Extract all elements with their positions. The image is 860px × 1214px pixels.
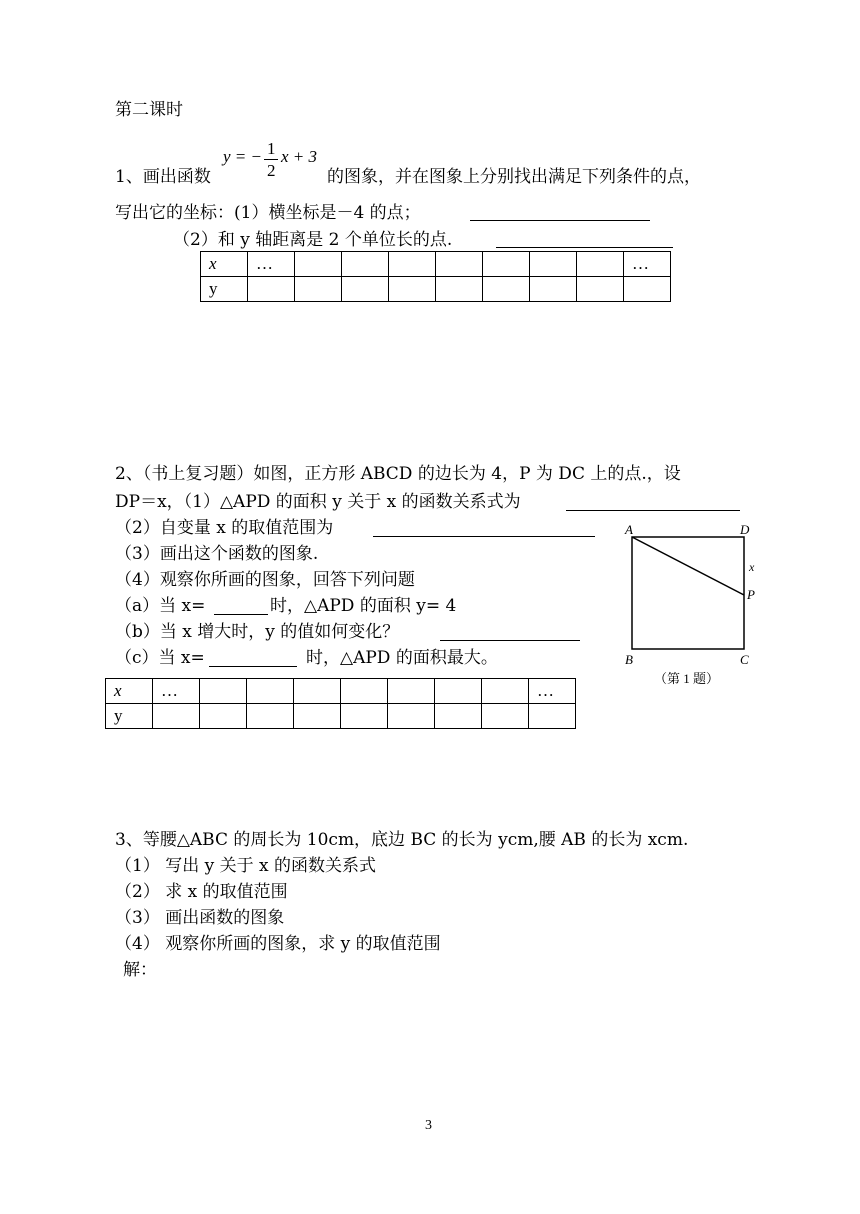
q2-line2: DP＝x，（1）△APD 的面积 y 关于 x 的函数关系式为 <box>115 492 521 512</box>
q2-subc-end: 时，△APD 的面积最大。 <box>306 648 498 668</box>
table-cell[interactable] <box>341 679 388 704</box>
row-x-label: x <box>106 679 153 704</box>
table-cell[interactable] <box>530 277 577 302</box>
q2-suba-end: 时，△APD 的面积 y= 4 <box>270 596 457 616</box>
q3-item-1: （1） 写出 y 关于 x 的函数关系式 <box>115 856 377 876</box>
table-cell[interactable] <box>482 704 529 729</box>
row-y-label: y <box>201 277 248 302</box>
table-cell-last[interactable]: … <box>529 679 576 704</box>
q2-subc-start: （c）当 x= <box>115 648 205 668</box>
q2-sub2: （2）自变量 x 的取值范围为 <box>115 518 334 538</box>
page-number: 3 <box>425 1118 432 1133</box>
vertex-label-c: C <box>740 652 749 667</box>
q1-value-table <box>200 251 671 302</box>
q3-item-3: （3） 画出函数的图象 <box>115 908 285 928</box>
table-cell[interactable] <box>342 277 389 302</box>
table-cell[interactable] <box>388 679 435 704</box>
q2-sub4: （4）观察你所画的图象，回答下列问题 <box>115 570 415 590</box>
table-cell[interactable] <box>341 704 388 729</box>
table-cell[interactable] <box>435 679 482 704</box>
table-cell[interactable] <box>248 277 295 302</box>
formula-rhs: x + 3 <box>281 147 318 166</box>
table-cell[interactable] <box>389 252 436 277</box>
q3-item-4: （4） 观察你所画的图象，求 y 的取值范围 <box>115 934 441 954</box>
q1-answer-blank-1[interactable] <box>470 220 650 221</box>
formula-denominator: 2 <box>267 161 276 180</box>
table-cell[interactable] <box>529 704 576 729</box>
q2-suba-start: （a）当 x= <box>115 596 206 616</box>
q2-sub3: （3）画出这个函数的图象. <box>115 544 319 564</box>
table-cell[interactable] <box>342 252 389 277</box>
table-cell[interactable] <box>389 277 436 302</box>
row-x-label: x <box>201 252 248 277</box>
q2-answer-blank-b[interactable] <box>440 640 580 641</box>
point-label-p: P <box>747 587 755 602</box>
q3-item-2: （2） 求 x 的取值范围 <box>115 882 288 902</box>
table-cell[interactable] <box>530 252 577 277</box>
table-cell[interactable] <box>483 252 530 277</box>
q2-answer-blank-a[interactable] <box>214 614 268 615</box>
table-cell-first[interactable]: … <box>153 679 200 704</box>
table-cell[interactable] <box>577 277 624 302</box>
table-cell[interactable] <box>294 679 341 704</box>
q1-line2: 写出它的坐标：(1）横坐标是－4 的点； <box>115 203 421 223</box>
lesson-title: 第二课时 <box>115 100 183 120</box>
table-cell[interactable] <box>436 277 483 302</box>
vertex-label-d: D <box>740 522 750 537</box>
table-cell[interactable] <box>482 679 529 704</box>
vertex-label-b: B <box>625 652 633 667</box>
row-y-label: y <box>106 704 153 729</box>
table-cell[interactable] <box>388 704 435 729</box>
segment-ap <box>632 537 744 595</box>
table-cell-last[interactable]: … <box>624 252 671 277</box>
table-cell[interactable] <box>295 277 342 302</box>
table-cell[interactable] <box>153 704 200 729</box>
vertex-label-a: A <box>625 522 633 537</box>
table-cell-first[interactable]: … <box>248 252 295 277</box>
formula-fraction-bar <box>264 159 278 160</box>
table-cell[interactable] <box>624 277 671 302</box>
table-cell[interactable] <box>483 277 530 302</box>
q2-subb: （b）当 x 增大时，y 的值如何变化？ <box>115 622 400 642</box>
square-abcd-figure <box>620 520 770 695</box>
square-outline <box>632 537 744 649</box>
table-cell[interactable] <box>436 252 483 277</box>
formula-lhs: y = − <box>223 147 262 166</box>
q3-line1: 3、等腰△ABC 的周长为 10cm，底边 BC 的长为 ycm,腰 AB 的长为 xcm. <box>115 830 689 850</box>
table-row <box>106 679 576 704</box>
q2-value-table <box>105 678 576 729</box>
q2-answer-blank-1[interactable] <box>566 510 740 511</box>
table-row <box>201 252 671 277</box>
table-cell[interactable] <box>435 704 482 729</box>
table-cell[interactable] <box>294 704 341 729</box>
table-cell[interactable] <box>200 679 247 704</box>
table-cell[interactable] <box>200 704 247 729</box>
q1-line1-end: 的图象，并在图象上分别找出满足下列条件的点， <box>327 167 701 187</box>
q1-line1-start: 1、画出函数 <box>115 167 211 187</box>
q3-solution-label: 解： <box>123 960 157 980</box>
table-cell[interactable] <box>247 704 294 729</box>
q2-line1: 2、（书上复习题）如图，正方形 ABCD 的边长为 4，P 为 DC 上的点.，设 <box>115 464 681 484</box>
q1-answer-blank-2[interactable] <box>496 247 673 248</box>
table-cell[interactable] <box>247 679 294 704</box>
segment-label-x: x <box>749 560 755 574</box>
formula-numerator: 1 <box>267 139 276 158</box>
table-cell[interactable] <box>295 252 342 277</box>
table-cell[interactable] <box>577 252 624 277</box>
table-row <box>201 277 671 302</box>
table-row <box>106 704 576 729</box>
q1-line3: （2）和 y 轴距离是 2 个单位长的点. <box>173 230 453 250</box>
q2-answer-blank-c[interactable] <box>209 666 297 667</box>
figure-caption: （第 1 题） <box>654 671 720 686</box>
q2-answer-blank-2[interactable] <box>373 536 595 537</box>
